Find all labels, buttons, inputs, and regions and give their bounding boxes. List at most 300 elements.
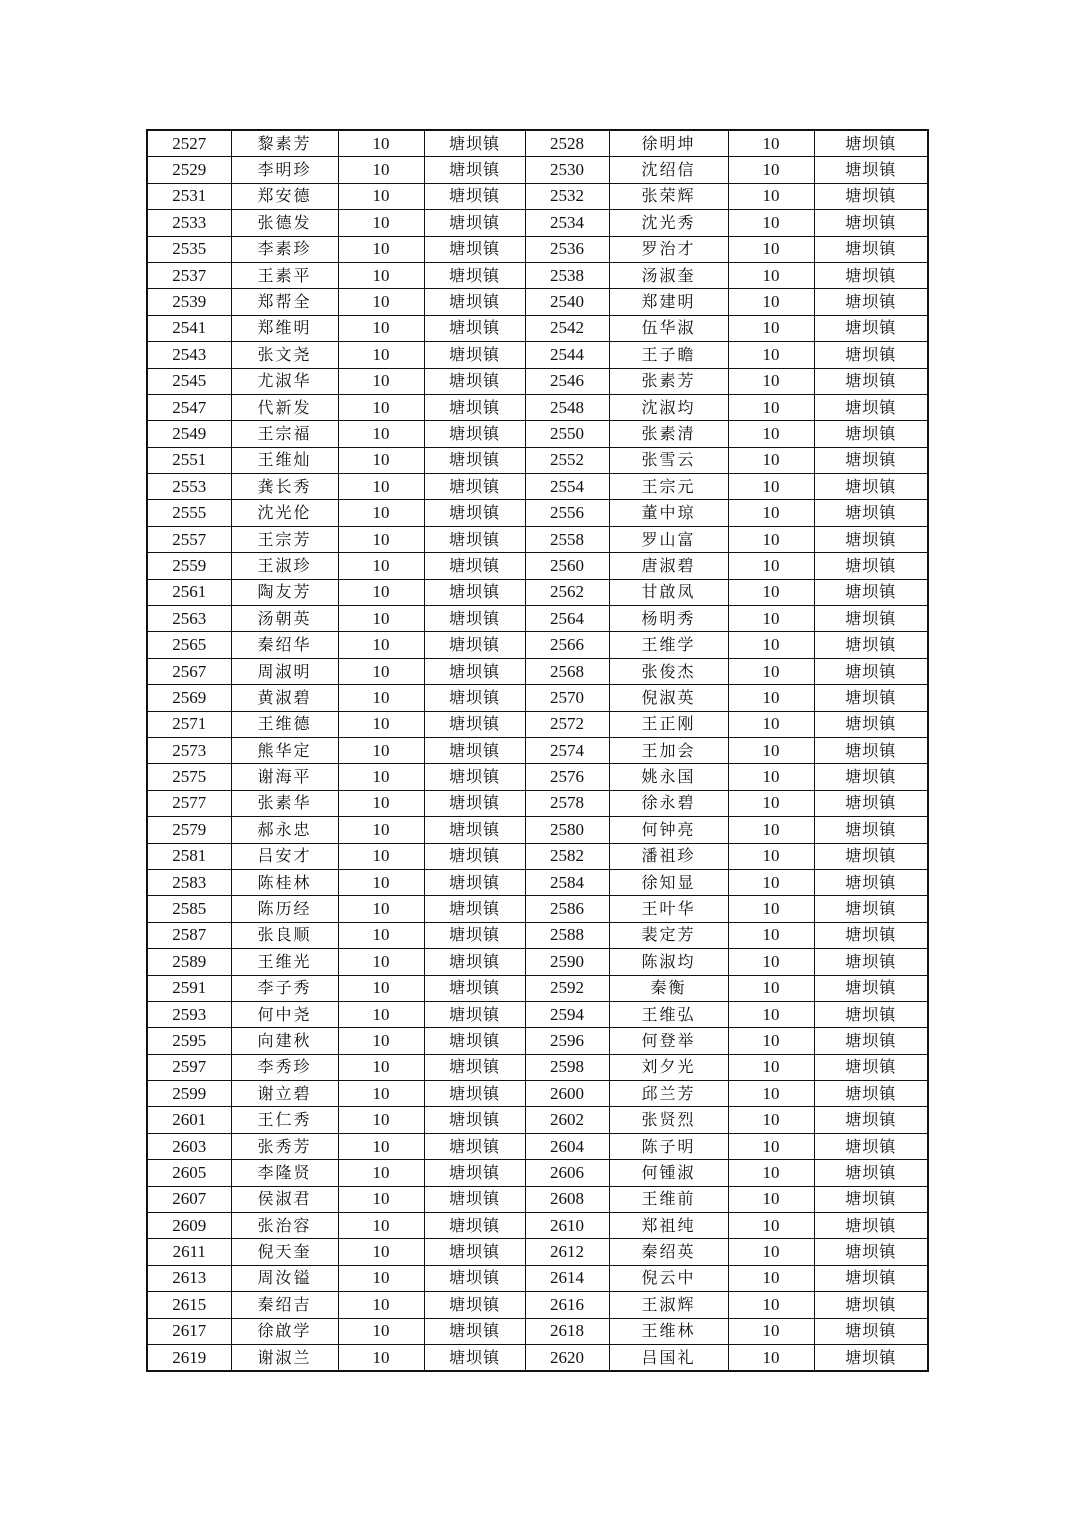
town-name-cell: 塘坝镇 bbox=[424, 1213, 525, 1239]
town-name-cell: 塘坝镇 bbox=[814, 817, 928, 843]
amount-value-cell: 10 bbox=[728, 1239, 814, 1265]
record-number-cell: 2568 bbox=[525, 658, 609, 684]
town-name-cell: 塘坝镇 bbox=[424, 869, 525, 895]
amount-value-cell: 10 bbox=[338, 869, 424, 895]
person-name-cell: 张德发 bbox=[231, 210, 338, 236]
town-name-cell: 塘坝镇 bbox=[814, 1160, 928, 1186]
amount-value-cell: 10 bbox=[338, 896, 424, 922]
amount-value-cell: 10 bbox=[338, 342, 424, 368]
amount-value-cell: 10 bbox=[338, 315, 424, 341]
table-row bbox=[147, 817, 928, 843]
record-number-cell: 2592 bbox=[525, 975, 609, 1001]
amount-value-cell: 10 bbox=[728, 500, 814, 526]
amount-value-cell: 10 bbox=[728, 526, 814, 552]
person-name-cell: 王淑珍 bbox=[231, 553, 338, 579]
person-name-cell: 王叶华 bbox=[609, 896, 728, 922]
record-number-cell: 2567 bbox=[147, 658, 231, 684]
person-name-cell: 张贤烈 bbox=[609, 1107, 728, 1133]
table-row bbox=[147, 526, 928, 552]
person-name-cell: 王加会 bbox=[609, 737, 728, 763]
record-number-cell: 2571 bbox=[147, 711, 231, 737]
amount-value-cell: 10 bbox=[338, 711, 424, 737]
person-name-cell: 周淑明 bbox=[231, 658, 338, 684]
record-number-cell: 2574 bbox=[525, 737, 609, 763]
town-name-cell: 塘坝镇 bbox=[814, 1213, 928, 1239]
person-name-cell: 沈光伦 bbox=[231, 500, 338, 526]
amount-value-cell: 10 bbox=[728, 262, 814, 288]
town-name-cell: 塘坝镇 bbox=[814, 1318, 928, 1344]
person-name-cell: 周汝镒 bbox=[231, 1265, 338, 1291]
town-name-cell: 塘坝镇 bbox=[814, 949, 928, 975]
town-name-cell: 塘坝镇 bbox=[424, 1265, 525, 1291]
amount-value-cell: 10 bbox=[728, 737, 814, 763]
amount-value-cell: 10 bbox=[338, 922, 424, 948]
person-name-cell: 汤淑奎 bbox=[609, 262, 728, 288]
amount-value-cell: 10 bbox=[728, 1081, 814, 1107]
town-name-cell: 塘坝镇 bbox=[814, 289, 928, 315]
amount-value-cell: 10 bbox=[728, 183, 814, 209]
record-number-cell: 2573 bbox=[147, 737, 231, 763]
town-name-cell: 塘坝镇 bbox=[424, 764, 525, 790]
amount-value-cell: 10 bbox=[338, 1133, 424, 1159]
town-name-cell: 塘坝镇 bbox=[424, 790, 525, 816]
person-name-cell: 杨明秀 bbox=[609, 606, 728, 632]
town-name-cell: 塘坝镇 bbox=[814, 632, 928, 658]
town-name-cell: 塘坝镇 bbox=[814, 1292, 928, 1318]
record-number-cell: 2582 bbox=[525, 843, 609, 869]
record-number-cell: 2558 bbox=[525, 526, 609, 552]
person-name-cell: 王淑辉 bbox=[609, 1292, 728, 1318]
record-number-cell: 2580 bbox=[525, 817, 609, 843]
table-row bbox=[147, 1054, 928, 1080]
person-name-cell: 李秀珍 bbox=[231, 1054, 338, 1080]
roster-table-body bbox=[147, 130, 928, 1371]
person-name-cell: 徐啟学 bbox=[231, 1318, 338, 1344]
amount-value-cell: 10 bbox=[728, 1001, 814, 1027]
record-number-cell: 2604 bbox=[525, 1133, 609, 1159]
table-row bbox=[147, 1265, 928, 1291]
amount-value-cell: 10 bbox=[728, 764, 814, 790]
table-row bbox=[147, 1160, 928, 1186]
person-name-cell: 徐明坤 bbox=[609, 130, 728, 157]
record-number-cell: 2575 bbox=[147, 764, 231, 790]
town-name-cell: 塘坝镇 bbox=[424, 579, 525, 605]
table-row bbox=[147, 1028, 928, 1054]
person-name-cell: 王素平 bbox=[231, 262, 338, 288]
person-name-cell: 沈绍信 bbox=[609, 157, 728, 183]
table-row bbox=[147, 236, 928, 262]
record-number-cell: 2563 bbox=[147, 606, 231, 632]
town-name-cell: 塘坝镇 bbox=[814, 210, 928, 236]
record-number-cell: 2569 bbox=[147, 685, 231, 711]
person-name-cell: 代新发 bbox=[231, 394, 338, 420]
table-row bbox=[147, 896, 928, 922]
record-number-cell: 2542 bbox=[525, 315, 609, 341]
record-number-cell: 2586 bbox=[525, 896, 609, 922]
amount-value-cell: 10 bbox=[728, 975, 814, 1001]
amount-value-cell: 10 bbox=[338, 130, 424, 157]
town-name-cell: 塘坝镇 bbox=[424, 553, 525, 579]
town-name-cell: 塘坝镇 bbox=[424, 210, 525, 236]
person-name-cell: 秦绍吉 bbox=[231, 1292, 338, 1318]
town-name-cell: 塘坝镇 bbox=[424, 447, 525, 473]
amount-value-cell: 10 bbox=[338, 474, 424, 500]
amount-value-cell: 10 bbox=[338, 262, 424, 288]
table-row bbox=[147, 606, 928, 632]
record-number-cell: 2548 bbox=[525, 394, 609, 420]
record-number-cell: 2612 bbox=[525, 1239, 609, 1265]
amount-value-cell: 10 bbox=[728, 1160, 814, 1186]
town-name-cell: 塘坝镇 bbox=[814, 526, 928, 552]
town-name-cell: 塘坝镇 bbox=[424, 817, 525, 843]
person-name-cell: 汤朝英 bbox=[231, 606, 338, 632]
table-row bbox=[147, 368, 928, 394]
town-name-cell: 塘坝镇 bbox=[424, 526, 525, 552]
record-number-cell: 2543 bbox=[147, 342, 231, 368]
person-name-cell: 陈子明 bbox=[609, 1133, 728, 1159]
town-name-cell: 塘坝镇 bbox=[424, 606, 525, 632]
person-name-cell: 何中尧 bbox=[231, 1001, 338, 1027]
table-row bbox=[147, 394, 928, 420]
amount-value-cell: 10 bbox=[728, 790, 814, 816]
amount-value-cell: 10 bbox=[338, 790, 424, 816]
record-number-cell: 2541 bbox=[147, 315, 231, 341]
record-number-cell: 2554 bbox=[525, 474, 609, 500]
person-name-cell: 张秀芳 bbox=[231, 1133, 338, 1159]
town-name-cell: 塘坝镇 bbox=[424, 1318, 525, 1344]
amount-value-cell: 10 bbox=[728, 342, 814, 368]
record-number-cell: 2613 bbox=[147, 1265, 231, 1291]
person-name-cell: 谢海平 bbox=[231, 764, 338, 790]
amount-value-cell: 10 bbox=[728, 157, 814, 183]
record-number-cell: 2609 bbox=[147, 1213, 231, 1239]
amount-value-cell: 10 bbox=[728, 394, 814, 420]
person-name-cell: 王维弘 bbox=[609, 1001, 728, 1027]
record-number-cell: 2576 bbox=[525, 764, 609, 790]
amount-value-cell: 10 bbox=[338, 1107, 424, 1133]
town-name-cell: 塘坝镇 bbox=[424, 500, 525, 526]
amount-value-cell: 10 bbox=[728, 130, 814, 157]
record-number-cell: 2530 bbox=[525, 157, 609, 183]
table-row bbox=[147, 579, 928, 605]
record-number-cell: 2572 bbox=[525, 711, 609, 737]
person-name-cell: 谢立碧 bbox=[231, 1081, 338, 1107]
record-number-cell: 2550 bbox=[525, 421, 609, 447]
person-name-cell: 裴定芳 bbox=[609, 922, 728, 948]
town-name-cell: 塘坝镇 bbox=[424, 685, 525, 711]
record-number-cell: 2614 bbox=[525, 1265, 609, 1291]
table-row bbox=[147, 764, 928, 790]
amount-value-cell: 10 bbox=[338, 632, 424, 658]
person-name-cell: 王子瞻 bbox=[609, 342, 728, 368]
record-number-cell: 2553 bbox=[147, 474, 231, 500]
table-row bbox=[147, 737, 928, 763]
record-number-cell: 2593 bbox=[147, 1001, 231, 1027]
record-number-cell: 2585 bbox=[147, 896, 231, 922]
record-number-cell: 2607 bbox=[147, 1186, 231, 1212]
person-name-cell: 谢淑兰 bbox=[231, 1344, 338, 1371]
person-name-cell: 黄淑碧 bbox=[231, 685, 338, 711]
record-number-cell: 2566 bbox=[525, 632, 609, 658]
town-name-cell: 塘坝镇 bbox=[814, 1344, 928, 1371]
town-name-cell: 塘坝镇 bbox=[814, 1081, 928, 1107]
town-name-cell: 塘坝镇 bbox=[424, 183, 525, 209]
record-number-cell: 2617 bbox=[147, 1318, 231, 1344]
record-number-cell: 2538 bbox=[525, 262, 609, 288]
amount-value-cell: 10 bbox=[338, 210, 424, 236]
table-row bbox=[147, 685, 928, 711]
record-number-cell: 2556 bbox=[525, 500, 609, 526]
town-name-cell: 塘坝镇 bbox=[814, 790, 928, 816]
record-number-cell: 2590 bbox=[525, 949, 609, 975]
record-number-cell: 2561 bbox=[147, 579, 231, 605]
record-number-cell: 2559 bbox=[147, 553, 231, 579]
table-row bbox=[147, 262, 928, 288]
amount-value-cell: 10 bbox=[338, 1186, 424, 1212]
amount-value-cell: 10 bbox=[338, 606, 424, 632]
record-number-cell: 2579 bbox=[147, 817, 231, 843]
person-name-cell: 熊华定 bbox=[231, 737, 338, 763]
person-name-cell: 侯淑君 bbox=[231, 1186, 338, 1212]
table-row bbox=[147, 1001, 928, 1027]
person-name-cell: 张治容 bbox=[231, 1213, 338, 1239]
person-name-cell: 郑安德 bbox=[231, 183, 338, 209]
amount-value-cell: 10 bbox=[728, 1344, 814, 1371]
record-number-cell: 2546 bbox=[525, 368, 609, 394]
town-name-cell: 塘坝镇 bbox=[814, 975, 928, 1001]
record-number-cell: 2562 bbox=[525, 579, 609, 605]
person-name-cell: 张荣辉 bbox=[609, 183, 728, 209]
town-name-cell: 塘坝镇 bbox=[424, 737, 525, 763]
town-name-cell: 塘坝镇 bbox=[424, 421, 525, 447]
record-number-cell: 2547 bbox=[147, 394, 231, 420]
amount-value-cell: 10 bbox=[338, 236, 424, 262]
person-name-cell: 刘夕光 bbox=[609, 1054, 728, 1080]
table-row bbox=[147, 922, 928, 948]
table-row bbox=[147, 975, 928, 1001]
person-name-cell: 张素芳 bbox=[609, 368, 728, 394]
person-name-cell: 伍华淑 bbox=[609, 315, 728, 341]
person-name-cell: 徐知显 bbox=[609, 869, 728, 895]
table-row bbox=[147, 843, 928, 869]
town-name-cell: 塘坝镇 bbox=[814, 236, 928, 262]
record-number-cell: 2601 bbox=[147, 1107, 231, 1133]
record-number-cell: 2552 bbox=[525, 447, 609, 473]
person-name-cell: 沈淑均 bbox=[609, 394, 728, 420]
town-name-cell: 塘坝镇 bbox=[814, 579, 928, 605]
record-number-cell: 2537 bbox=[147, 262, 231, 288]
amount-value-cell: 10 bbox=[338, 1239, 424, 1265]
person-name-cell: 罗山富 bbox=[609, 526, 728, 552]
record-number-cell: 2549 bbox=[147, 421, 231, 447]
record-number-cell: 2603 bbox=[147, 1133, 231, 1159]
record-number-cell: 2618 bbox=[525, 1318, 609, 1344]
person-name-cell: 王宗元 bbox=[609, 474, 728, 500]
amount-value-cell: 10 bbox=[728, 579, 814, 605]
person-name-cell: 张素华 bbox=[231, 790, 338, 816]
record-number-cell: 2611 bbox=[147, 1239, 231, 1265]
person-name-cell: 倪天奎 bbox=[231, 1239, 338, 1265]
table-row bbox=[147, 1318, 928, 1344]
person-name-cell: 王仁秀 bbox=[231, 1107, 338, 1133]
record-number-cell: 2610 bbox=[525, 1213, 609, 1239]
town-name-cell: 塘坝镇 bbox=[814, 1028, 928, 1054]
table-row bbox=[147, 500, 928, 526]
town-name-cell: 塘坝镇 bbox=[424, 262, 525, 288]
amount-value-cell: 10 bbox=[728, 817, 814, 843]
amount-value-cell: 10 bbox=[338, 843, 424, 869]
amount-value-cell: 10 bbox=[728, 1028, 814, 1054]
amount-value-cell: 10 bbox=[338, 1318, 424, 1344]
table-row bbox=[147, 315, 928, 341]
town-name-cell: 塘坝镇 bbox=[424, 1028, 525, 1054]
amount-value-cell: 10 bbox=[338, 289, 424, 315]
town-name-cell: 塘坝镇 bbox=[424, 474, 525, 500]
town-name-cell: 塘坝镇 bbox=[814, 447, 928, 473]
table-row bbox=[147, 1133, 928, 1159]
town-name-cell: 塘坝镇 bbox=[424, 1054, 525, 1080]
record-number-cell: 2532 bbox=[525, 183, 609, 209]
person-name-cell: 罗治才 bbox=[609, 236, 728, 262]
person-name-cell: 张文尧 bbox=[231, 342, 338, 368]
town-name-cell: 塘坝镇 bbox=[814, 1239, 928, 1265]
person-name-cell: 吕安才 bbox=[231, 843, 338, 869]
record-number-cell: 2539 bbox=[147, 289, 231, 315]
person-name-cell: 何锺淑 bbox=[609, 1160, 728, 1186]
amount-value-cell: 10 bbox=[728, 1186, 814, 1212]
town-name-cell: 塘坝镇 bbox=[424, 1107, 525, 1133]
record-number-cell: 2605 bbox=[147, 1160, 231, 1186]
person-name-cell: 李明珍 bbox=[231, 157, 338, 183]
person-name-cell: 王维前 bbox=[609, 1186, 728, 1212]
amount-value-cell: 10 bbox=[338, 817, 424, 843]
record-number-cell: 2555 bbox=[147, 500, 231, 526]
town-name-cell: 塘坝镇 bbox=[814, 685, 928, 711]
person-name-cell: 秦绍英 bbox=[609, 1239, 728, 1265]
town-name-cell: 塘坝镇 bbox=[424, 632, 525, 658]
town-name-cell: 塘坝镇 bbox=[814, 1133, 928, 1159]
amount-value-cell: 10 bbox=[338, 1213, 424, 1239]
record-number-cell: 2615 bbox=[147, 1292, 231, 1318]
amount-value-cell: 10 bbox=[728, 289, 814, 315]
amount-value-cell: 10 bbox=[338, 421, 424, 447]
table-row bbox=[147, 157, 928, 183]
record-number-cell: 2619 bbox=[147, 1344, 231, 1371]
table-row bbox=[147, 1186, 928, 1212]
record-number-cell: 2565 bbox=[147, 632, 231, 658]
amount-value-cell: 10 bbox=[338, 526, 424, 552]
amount-value-cell: 10 bbox=[728, 843, 814, 869]
table-row bbox=[147, 1239, 928, 1265]
person-name-cell: 黎素芳 bbox=[231, 130, 338, 157]
table-row bbox=[147, 421, 928, 447]
amount-value-cell: 10 bbox=[728, 474, 814, 500]
record-number-cell: 2564 bbox=[525, 606, 609, 632]
town-name-cell: 塘坝镇 bbox=[814, 843, 928, 869]
amount-value-cell: 10 bbox=[338, 553, 424, 579]
town-name-cell: 塘坝镇 bbox=[424, 236, 525, 262]
amount-value-cell: 10 bbox=[338, 1160, 424, 1186]
table-row bbox=[147, 1081, 928, 1107]
amount-value-cell: 10 bbox=[338, 1001, 424, 1027]
amount-value-cell: 10 bbox=[338, 368, 424, 394]
person-name-cell: 沈光秀 bbox=[609, 210, 728, 236]
person-name-cell: 徐永碧 bbox=[609, 790, 728, 816]
roster-table bbox=[146, 129, 929, 1372]
amount-value-cell: 10 bbox=[728, 1318, 814, 1344]
amount-value-cell: 10 bbox=[338, 1265, 424, 1291]
amount-value-cell: 10 bbox=[728, 869, 814, 895]
person-name-cell: 姚永国 bbox=[609, 764, 728, 790]
record-number-cell: 2527 bbox=[147, 130, 231, 157]
record-number-cell: 2602 bbox=[525, 1107, 609, 1133]
person-name-cell: 李素珍 bbox=[231, 236, 338, 262]
amount-value-cell: 10 bbox=[728, 553, 814, 579]
amount-value-cell: 10 bbox=[728, 315, 814, 341]
person-name-cell: 尤淑华 bbox=[231, 368, 338, 394]
town-name-cell: 塘坝镇 bbox=[814, 421, 928, 447]
town-name-cell: 塘坝镇 bbox=[814, 764, 928, 790]
town-name-cell: 塘坝镇 bbox=[814, 474, 928, 500]
amount-value-cell: 10 bbox=[728, 368, 814, 394]
person-name-cell: 陈历经 bbox=[231, 896, 338, 922]
town-name-cell: 塘坝镇 bbox=[814, 183, 928, 209]
record-number-cell: 2540 bbox=[525, 289, 609, 315]
table-row bbox=[147, 1107, 928, 1133]
table-row bbox=[147, 1213, 928, 1239]
town-name-cell: 塘坝镇 bbox=[814, 922, 928, 948]
town-name-cell: 塘坝镇 bbox=[814, 1265, 928, 1291]
table-row bbox=[147, 474, 928, 500]
amount-value-cell: 10 bbox=[338, 500, 424, 526]
record-number-cell: 2535 bbox=[147, 236, 231, 262]
record-number-cell: 2536 bbox=[525, 236, 609, 262]
town-name-cell: 塘坝镇 bbox=[814, 553, 928, 579]
person-name-cell: 李隆贤 bbox=[231, 1160, 338, 1186]
amount-value-cell: 10 bbox=[338, 1292, 424, 1318]
person-name-cell: 唐淑碧 bbox=[609, 553, 728, 579]
amount-value-cell: 10 bbox=[728, 658, 814, 684]
person-name-cell: 甘啟凤 bbox=[609, 579, 728, 605]
town-name-cell: 塘坝镇 bbox=[814, 658, 928, 684]
table-row bbox=[147, 553, 928, 579]
town-name-cell: 塘坝镇 bbox=[814, 1001, 928, 1027]
amount-value-cell: 10 bbox=[338, 685, 424, 711]
town-name-cell: 塘坝镇 bbox=[424, 1001, 525, 1027]
amount-value-cell: 10 bbox=[728, 632, 814, 658]
record-number-cell: 2528 bbox=[525, 130, 609, 157]
record-number-cell: 2534 bbox=[525, 210, 609, 236]
amount-value-cell: 10 bbox=[728, 1213, 814, 1239]
record-number-cell: 2551 bbox=[147, 447, 231, 473]
town-name-cell: 塘坝镇 bbox=[424, 1239, 525, 1265]
record-number-cell: 2545 bbox=[147, 368, 231, 394]
amount-value-cell: 10 bbox=[338, 1081, 424, 1107]
table-row bbox=[147, 1344, 928, 1371]
person-name-cell: 郝永忠 bbox=[231, 817, 338, 843]
record-number-cell: 2594 bbox=[525, 1001, 609, 1027]
amount-value-cell: 10 bbox=[728, 896, 814, 922]
amount-value-cell: 10 bbox=[728, 1054, 814, 1080]
amount-value-cell: 10 bbox=[338, 737, 424, 763]
amount-value-cell: 10 bbox=[728, 1133, 814, 1159]
person-name-cell: 陶友芳 bbox=[231, 579, 338, 605]
town-name-cell: 塘坝镇 bbox=[814, 130, 928, 157]
record-number-cell: 2560 bbox=[525, 553, 609, 579]
table-row bbox=[147, 632, 928, 658]
amount-value-cell: 10 bbox=[728, 949, 814, 975]
town-name-cell: 塘坝镇 bbox=[814, 606, 928, 632]
